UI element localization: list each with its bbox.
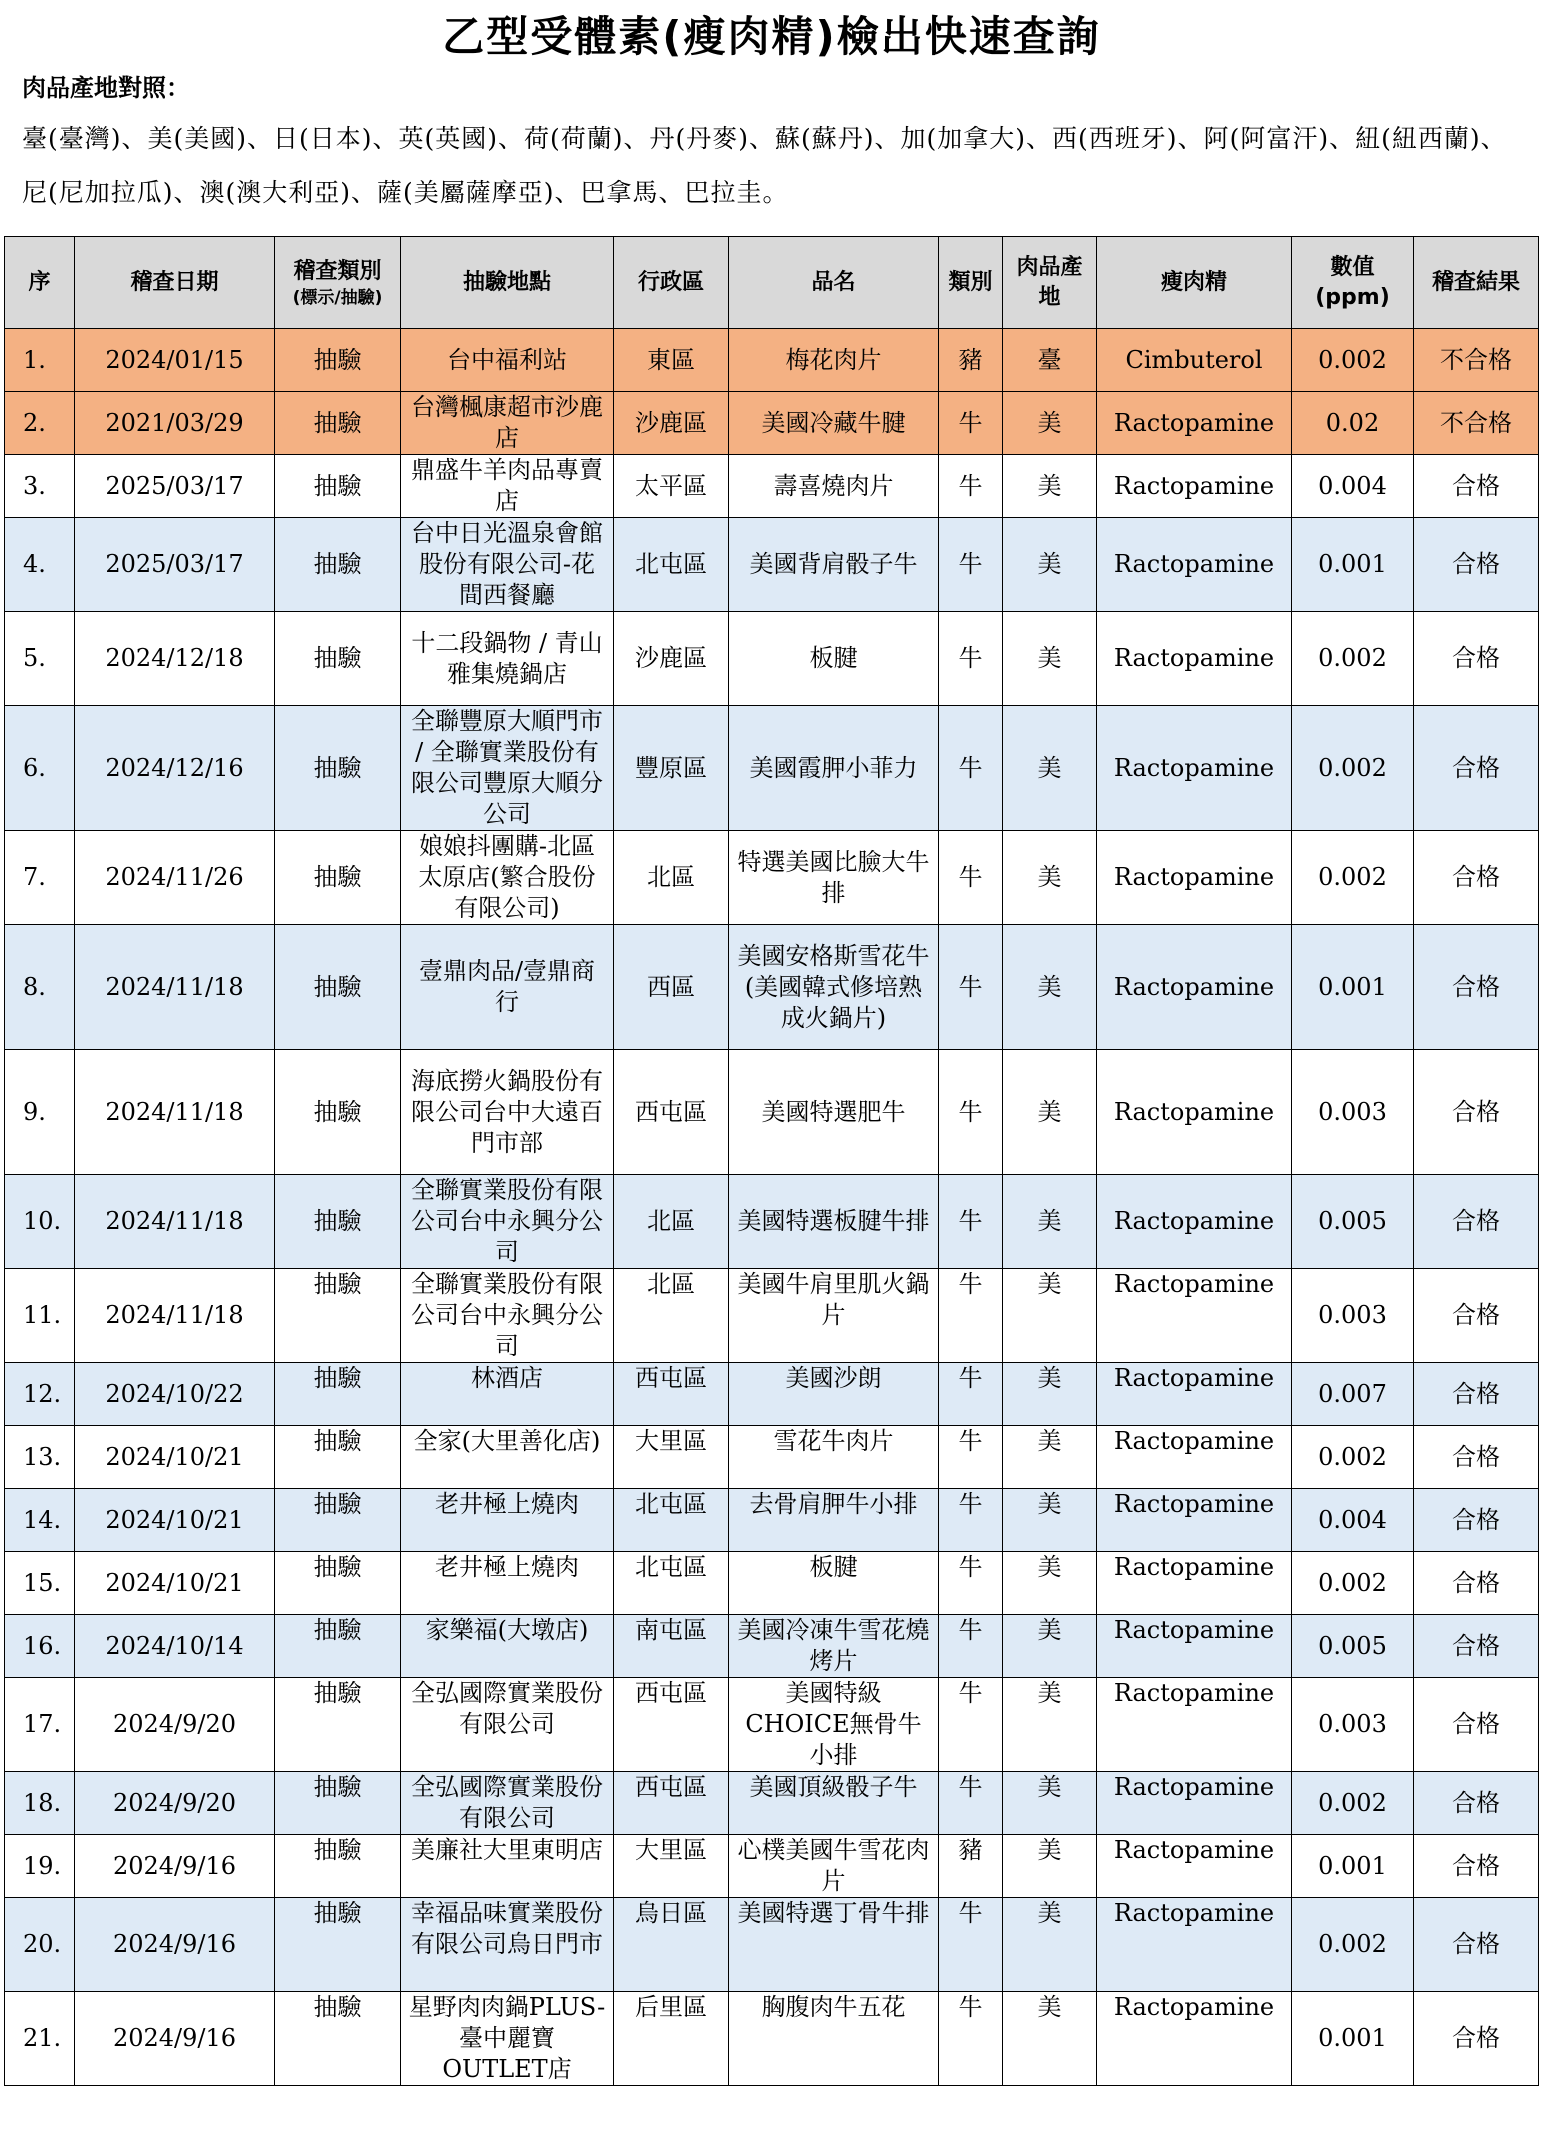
cell-date: 2024/11/18 (75, 1175, 275, 1269)
cell-type: 抽驗 (275, 1678, 401, 1772)
cell-type: 抽驗 (275, 1175, 401, 1269)
cell-origin: 美 (1003, 1898, 1097, 1992)
table-row (5, 925, 1539, 1050)
cell-seq: 14. (5, 1489, 75, 1552)
cell-type: 抽驗 (275, 392, 401, 455)
cell-result: 合格 (1414, 1269, 1539, 1363)
cell-drug: Ractopamine (1097, 1489, 1292, 1552)
cell-drug: Ractopamine (1097, 1772, 1292, 1835)
cell-origin: 美 (1003, 1772, 1097, 1835)
cell-date: 2024/10/14 (75, 1615, 275, 1678)
cell-date: 2024/12/18 (75, 612, 275, 706)
cell-product: 去骨肩胛牛小排 (729, 1489, 939, 1552)
cell-drug: Ractopamine (1097, 518, 1292, 612)
cell-category: 牛 (939, 1772, 1003, 1835)
table-row (5, 612, 1539, 706)
table-row (5, 1898, 1539, 1992)
cell-product: 美國頂級骰子牛 (729, 1772, 939, 1835)
cell-category: 牛 (939, 1992, 1003, 2086)
cell-type: 抽驗 (275, 455, 401, 518)
cell-category: 牛 (939, 1050, 1003, 1175)
cell-origin: 美 (1003, 1426, 1097, 1489)
cell-value: 0.007 (1292, 1363, 1414, 1426)
cell-location: 老井極上燒肉 (401, 1552, 614, 1615)
cell-value: 0.001 (1292, 518, 1414, 612)
cell-seq: 21. (5, 1992, 75, 2086)
cell-category: 豬 (939, 1835, 1003, 1898)
cell-seq: 11. (5, 1269, 75, 1363)
table-row (5, 1772, 1539, 1835)
cell-district: 沙鹿區 (614, 612, 729, 706)
cell-district: 西區 (614, 925, 729, 1050)
cell-origin: 美 (1003, 706, 1097, 831)
cell-type: 抽驗 (275, 1050, 401, 1175)
cell-date: 2024/11/26 (75, 831, 275, 925)
cell-result: 合格 (1414, 1898, 1539, 1992)
cell-date: 2024/01/15 (75, 329, 275, 392)
table-row (5, 1615, 1539, 1678)
cell-district: 烏日區 (614, 1898, 729, 1992)
cell-drug: Ractopamine (1097, 455, 1292, 518)
table-row (5, 392, 1539, 455)
cell-origin: 美 (1003, 392, 1097, 455)
cell-value: 0.005 (1292, 1615, 1414, 1678)
cell-type: 抽驗 (275, 1992, 401, 2086)
cell-category: 牛 (939, 455, 1003, 518)
header-origin: 肉品產地 (1003, 237, 1097, 329)
cell-origin: 美 (1003, 925, 1097, 1050)
cell-location: 全聯實業股份有限公司台中永興分公司 (401, 1269, 614, 1363)
cell-date: 2025/03/17 (75, 455, 275, 518)
cell-location: 海底撈火鍋股份有限公司台中大遠百門市部 (401, 1050, 614, 1175)
cell-origin: 美 (1003, 831, 1097, 925)
cell-result: 合格 (1414, 612, 1539, 706)
cell-drug: Ractopamine (1097, 925, 1292, 1050)
cell-district: 太平區 (614, 455, 729, 518)
cell-origin: 美 (1003, 612, 1097, 706)
cell-seq: 19. (5, 1835, 75, 1898)
cell-date: 2024/10/21 (75, 1489, 275, 1552)
cell-result: 合格 (1414, 1992, 1539, 2086)
cell-type: 抽驗 (275, 1772, 401, 1835)
cell-value: 0.002 (1292, 1898, 1414, 1992)
table-row (5, 1835, 1539, 1898)
cell-seq: 15. (5, 1552, 75, 1615)
cell-location: 老井極上燒肉 (401, 1489, 614, 1552)
header-seq: 序 (5, 237, 75, 329)
cell-district: 北區 (614, 831, 729, 925)
cell-type: 抽驗 (275, 612, 401, 706)
header-result: 稽查結果 (1414, 237, 1539, 329)
cell-origin: 美 (1003, 1992, 1097, 2086)
cell-type: 抽驗 (275, 518, 401, 612)
table-row (5, 518, 1539, 612)
cell-date: 2024/10/21 (75, 1552, 275, 1615)
cell-result: 合格 (1414, 1363, 1539, 1426)
header-date: 稽查日期 (75, 237, 275, 329)
cell-date: 2025/03/17 (75, 518, 275, 612)
cell-seq: 10. (5, 1175, 75, 1269)
cell-result: 合格 (1414, 1552, 1539, 1615)
cell-location: 台中福利站 (401, 329, 614, 392)
cell-category: 牛 (939, 612, 1003, 706)
cell-value: 0.002 (1292, 1552, 1414, 1615)
table-row (5, 1426, 1539, 1489)
cell-location: 壹鼎肉品/壹鼎商行 (401, 925, 614, 1050)
cell-district: 北屯區 (614, 1489, 729, 1552)
cell-value: 0.002 (1292, 329, 1414, 392)
cell-value: 0.002 (1292, 706, 1414, 831)
cell-category: 牛 (939, 1615, 1003, 1678)
cell-value: 0.004 (1292, 455, 1414, 518)
table-row (5, 1678, 1539, 1772)
cell-district: 北區 (614, 1175, 729, 1269)
cell-origin: 美 (1003, 1678, 1097, 1772)
cell-drug: Ractopamine (1097, 392, 1292, 455)
cell-result: 合格 (1414, 1489, 1539, 1552)
cell-seq: 13. (5, 1426, 75, 1489)
cell-origin: 美 (1003, 1489, 1097, 1552)
cell-category: 牛 (939, 1898, 1003, 1992)
cell-category: 牛 (939, 1269, 1003, 1363)
cell-product: 美國牛肩里肌火鍋片 (729, 1269, 939, 1363)
cell-type: 抽驗 (275, 1552, 401, 1615)
cell-location: 幸福品味實業股份有限公司烏日門市 (401, 1898, 614, 1992)
header-district: 行政區 (614, 237, 729, 329)
cell-location: 家樂福(大墩店) (401, 1615, 614, 1678)
origin-legend-heading: 肉品產地對照： (22, 74, 190, 102)
table-row (5, 1269, 1539, 1363)
cell-location: 全家(大里善化店) (401, 1426, 614, 1489)
cell-origin: 美 (1003, 455, 1097, 518)
cell-drug: Ractopamine (1097, 1552, 1292, 1615)
cell-district: 沙鹿區 (614, 392, 729, 455)
cell-category: 牛 (939, 1489, 1003, 1552)
cell-type: 抽驗 (275, 1835, 401, 1898)
cell-type: 抽驗 (275, 1615, 401, 1678)
table-row (5, 1175, 1539, 1269)
cell-district: 東區 (614, 329, 729, 392)
cell-result: 合格 (1414, 1772, 1539, 1835)
cell-category: 牛 (939, 1363, 1003, 1426)
cell-drug: Ractopamine (1097, 1426, 1292, 1489)
cell-type: 抽驗 (275, 1898, 401, 1992)
cell-seq: 16. (5, 1615, 75, 1678)
cell-result: 合格 (1414, 1426, 1539, 1489)
cell-value: 0.001 (1292, 1992, 1414, 2086)
table-row (5, 329, 1539, 392)
cell-district: 北屯區 (614, 1552, 729, 1615)
cell-value: 0.002 (1292, 1772, 1414, 1835)
cell-type: 抽驗 (275, 1269, 401, 1363)
cell-drug: Ractopamine (1097, 1898, 1292, 1992)
cell-date: 2024/9/16 (75, 1992, 275, 2086)
cell-district: 西屯區 (614, 1678, 729, 1772)
cell-drug: Ractopamine (1097, 1678, 1292, 1772)
cell-location: 全弘國際實業股份有限公司 (401, 1772, 614, 1835)
cell-seq: 5. (5, 612, 75, 706)
cell-type: 抽驗 (275, 1489, 401, 1552)
cell-origin: 美 (1003, 1175, 1097, 1269)
cell-result: 合格 (1414, 831, 1539, 925)
cell-date: 2024/9/20 (75, 1678, 275, 1772)
header-type (275, 237, 401, 329)
cell-date: 2024/11/18 (75, 1269, 275, 1363)
cell-result: 合格 (1414, 706, 1539, 831)
cell-seq: 12. (5, 1363, 75, 1426)
cell-seq: 7. (5, 831, 75, 925)
cell-location: 娘娘抖團購-北區太原店(繁合股份有限公司) (401, 831, 614, 925)
cell-type: 抽驗 (275, 925, 401, 1050)
cell-product: 美國背肩骰子牛 (729, 518, 939, 612)
cell-value: 0.004 (1292, 1489, 1414, 1552)
cell-value: 0.003 (1292, 1269, 1414, 1363)
cell-location: 十二段鍋物 / 青山雅集燒鍋店 (401, 612, 614, 706)
cell-value: 0.003 (1292, 1678, 1414, 1772)
cell-drug: Ractopamine (1097, 1835, 1292, 1898)
cell-category: 牛 (939, 831, 1003, 925)
table-row (5, 1050, 1539, 1175)
cell-product: 板腱 (729, 612, 939, 706)
cell-district: 后里區 (614, 1992, 729, 2086)
cell-product: 胸腹肉牛五花 (729, 1992, 939, 2086)
cell-product: 美國特級CHOICE無骨牛小排 (729, 1678, 939, 1772)
cell-type: 抽驗 (275, 1363, 401, 1426)
cell-location: 台灣楓康超市沙鹿店 (401, 392, 614, 455)
cell-date: 2024/11/18 (75, 925, 275, 1050)
table-row (5, 1552, 1539, 1615)
cell-result: 合格 (1414, 518, 1539, 612)
cell-seq: 20. (5, 1898, 75, 1992)
table-row (5, 1992, 1539, 2086)
cell-drug: Ractopamine (1097, 1175, 1292, 1269)
header-type-sub: (標示/抽驗) (292, 287, 383, 308)
cell-location: 全弘國際實業股份有限公司 (401, 1678, 614, 1772)
cell-product: 壽喜燒肉片 (729, 455, 939, 518)
cell-location: 美廉社大里東明店 (401, 1835, 614, 1898)
header-drug: 瘦肉精 (1097, 237, 1292, 329)
table-row (5, 455, 1539, 518)
header-value: 數值(ppm) (1292, 237, 1414, 329)
cell-product: 美國特選肥牛 (729, 1050, 939, 1175)
cell-location: 全聯豐原大順門市 / 全聯實業股份有限公司豐原大順分公司 (401, 706, 614, 831)
cell-category: 豬 (939, 329, 1003, 392)
cell-drug: Ractopamine (1097, 1992, 1292, 2086)
cell-district: 西屯區 (614, 1772, 729, 1835)
cell-value: 0.002 (1292, 831, 1414, 925)
cell-seq: 9. (5, 1050, 75, 1175)
cell-drug: Cimbuterol (1097, 329, 1292, 392)
cell-category: 牛 (939, 1426, 1003, 1489)
cell-drug: Ractopamine (1097, 1050, 1292, 1175)
cell-product: 美國特選板腱牛排 (729, 1175, 939, 1269)
header-location: 抽驗地點 (401, 237, 614, 329)
cell-location: 星野肉肉鍋PLUS-臺中麗寶OUTLET店 (401, 1992, 614, 2086)
cell-origin: 美 (1003, 1050, 1097, 1175)
cell-value: 0.003 (1292, 1050, 1414, 1175)
cell-origin: 美 (1003, 1835, 1097, 1898)
cell-value: 0.002 (1292, 612, 1414, 706)
cell-district: 北區 (614, 1269, 729, 1363)
cell-result: 不合格 (1414, 329, 1539, 392)
cell-seq: 1. (5, 329, 75, 392)
cell-district: 南屯區 (614, 1615, 729, 1678)
cell-drug: Ractopamine (1097, 1615, 1292, 1678)
cell-result: 合格 (1414, 455, 1539, 518)
cell-district: 西屯區 (614, 1363, 729, 1426)
cell-category: 牛 (939, 1678, 1003, 1772)
cell-location: 全聯實業股份有限公司台中永興分公司 (401, 1175, 614, 1269)
header-product: 品名 (729, 237, 939, 329)
cell-result: 合格 (1414, 1175, 1539, 1269)
cell-product: 美國霞胛小菲力 (729, 706, 939, 831)
cell-seq: 3. (5, 455, 75, 518)
cell-origin: 美 (1003, 1552, 1097, 1615)
cell-seq: 6. (5, 706, 75, 831)
cell-category: 牛 (939, 518, 1003, 612)
cell-result: 合格 (1414, 1835, 1539, 1898)
cell-date: 2024/9/16 (75, 1898, 275, 1992)
cell-type: 抽驗 (275, 329, 401, 392)
cell-drug: Ractopamine (1097, 1269, 1292, 1363)
cell-type: 抽驗 (275, 1426, 401, 1489)
cell-product: 心樸美國牛雪花肉片 (729, 1835, 939, 1898)
cell-date: 2024/10/21 (75, 1426, 275, 1489)
cell-product: 雪花牛肉片 (729, 1426, 939, 1489)
cell-date: 2021/03/29 (75, 392, 275, 455)
table-row (5, 831, 1539, 925)
cell-value: 0.005 (1292, 1175, 1414, 1269)
cell-result: 合格 (1414, 1615, 1539, 1678)
cell-district: 大里區 (614, 1835, 729, 1898)
cell-seq: 17. (5, 1678, 75, 1772)
cell-product: 美國冷凍牛雪花燒烤片 (729, 1615, 939, 1678)
cell-date: 2024/11/18 (75, 1050, 275, 1175)
cell-type: 抽驗 (275, 831, 401, 925)
cell-product: 美國沙朗 (729, 1363, 939, 1426)
cell-district: 大里區 (614, 1426, 729, 1489)
table-header-row (5, 237, 1539, 329)
cell-category: 牛 (939, 925, 1003, 1050)
cell-seq: 18. (5, 1772, 75, 1835)
cell-origin: 美 (1003, 1269, 1097, 1363)
cell-date: 2024/12/16 (75, 706, 275, 831)
cell-location: 台中日光溫泉會館股份有限公司-花間西餐廳 (401, 518, 614, 612)
cell-category: 牛 (939, 392, 1003, 455)
cell-type: 抽驗 (275, 706, 401, 831)
cell-value: 0.001 (1292, 925, 1414, 1050)
cell-product: 美國安格斯雪花牛(美國韓式修培熟成火鍋片) (729, 925, 939, 1050)
cell-seq: 2. (5, 392, 75, 455)
header-category: 類別 (939, 237, 1003, 329)
page-title: 乙型受體素(瘦肉精)檢出快速查詢 (442, 12, 1101, 61)
cell-product: 梅花肉片 (729, 329, 939, 392)
cell-product: 特選美國比臉大牛排 (729, 831, 939, 925)
cell-date: 2024/10/22 (75, 1363, 275, 1426)
cell-drug: Ractopamine (1097, 612, 1292, 706)
cell-result: 不合格 (1414, 392, 1539, 455)
cell-date: 2024/9/20 (75, 1772, 275, 1835)
cell-value: 0.001 (1292, 1835, 1414, 1898)
cell-result: 合格 (1414, 1678, 1539, 1772)
cell-value: 0.02 (1292, 392, 1414, 455)
cell-result: 合格 (1414, 1050, 1539, 1175)
cell-district: 豐原區 (614, 706, 729, 831)
header-type-label: 稽查類別 (293, 258, 382, 284)
inspection-table (4, 236, 1539, 2086)
cell-product: 美國冷藏牛腱 (729, 392, 939, 455)
cell-origin: 臺 (1003, 329, 1097, 392)
cell-category: 牛 (939, 1552, 1003, 1615)
cell-date: 2024/9/16 (75, 1835, 275, 1898)
cell-seq: 8. (5, 925, 75, 1050)
cell-drug: Ractopamine (1097, 706, 1292, 831)
cell-value: 0.002 (1292, 1426, 1414, 1489)
cell-district: 北屯區 (614, 518, 729, 612)
cell-seq: 4. (5, 518, 75, 612)
cell-drug: Ractopamine (1097, 1363, 1292, 1426)
cell-origin: 美 (1003, 518, 1097, 612)
cell-location: 林酒店 (401, 1363, 614, 1426)
cell-category: 牛 (939, 1175, 1003, 1269)
cell-drug: Ractopamine (1097, 831, 1292, 925)
table-row (5, 1489, 1539, 1552)
cell-location: 鼎盛牛羊肉品專賣店 (401, 455, 614, 518)
origin-legend-text: 臺(臺灣)、美(美國)、日(日本)、英(英國)、荷(荷蘭)、丹(丹麥)、蘇(蘇丹)、加(加拿大)、西(西班牙)、阿(阿富汗)、紐(紐西蘭)、尼(尼加拉瓜)、澳(澳大利亞)、薩(美屬薩摩亞)、巴拿馬、巴拉圭。 (22, 124, 1507, 207)
cell-category: 牛 (939, 706, 1003, 831)
cell-origin: 美 (1003, 1615, 1097, 1678)
table-row (5, 1363, 1539, 1426)
cell-district: 西屯區 (614, 1050, 729, 1175)
cell-result: 合格 (1414, 925, 1539, 1050)
table-row (5, 706, 1539, 831)
cell-product: 美國特選丁骨牛排 (729, 1898, 939, 1992)
cell-origin: 美 (1003, 1363, 1097, 1426)
cell-product: 板腱 (729, 1552, 939, 1615)
